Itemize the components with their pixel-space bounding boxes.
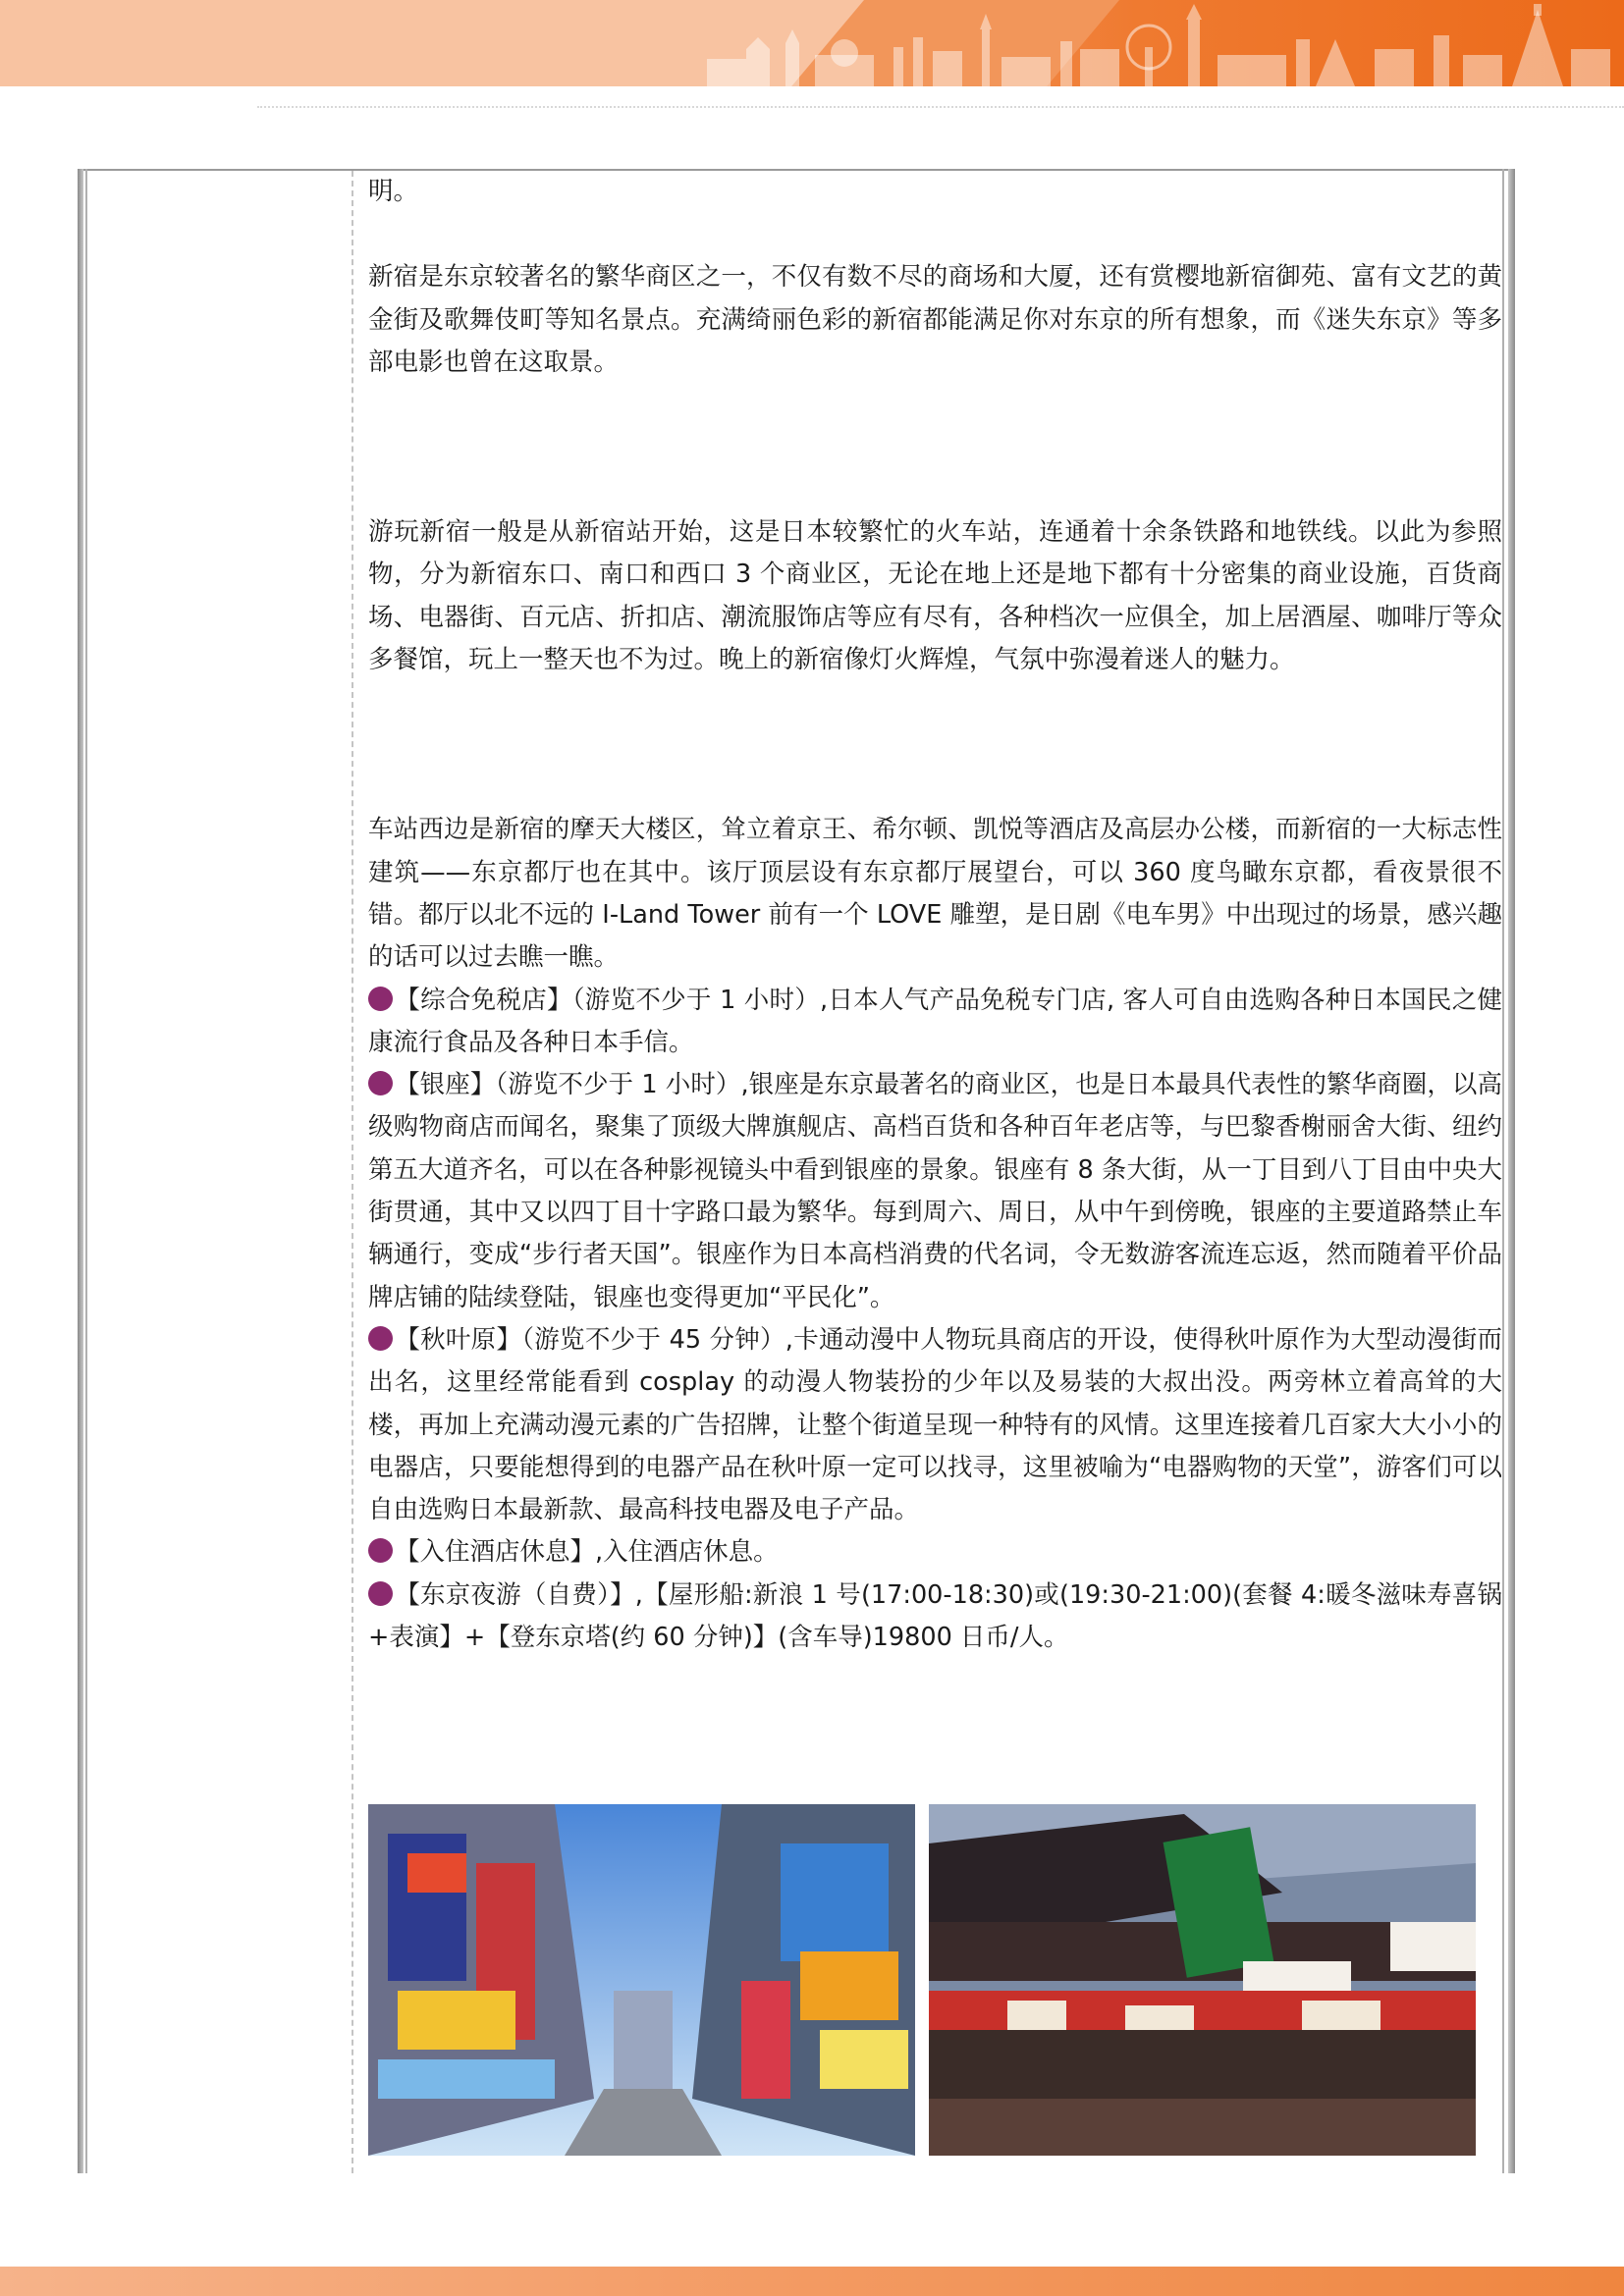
frame-right-border bbox=[1508, 169, 1515, 2173]
paragraph-shinjuku-west: 车站西边是新宿的摩天大楼区，耸立着京王、希尔顿、凯悦等酒店及高层办公楼，而新宿的一大标志性建筑——东京都厅也在其中。该厅顶层设有东京都厅展望台，可以 360 度鸟瞰东京都，看夜景很不错。都厅以北不远的 I-Land Tower 前有一个 LOVE 雕塑，是日剧《电车男》中出现过的场景，感兴趣的话可以过去瞧一瞧。 bbox=[368, 815, 1502, 973]
bullet-item-night-tour bbox=[368, 1575, 1502, 1660]
footer-band bbox=[0, 2267, 1624, 2296]
asakusa-market-photo bbox=[929, 1804, 1476, 2156]
bullet-item-hotel bbox=[368, 1531, 1502, 1574]
bullet-icon bbox=[368, 1538, 393, 1563]
frame-left-border bbox=[78, 169, 83, 2173]
bullet-item-duty-free bbox=[368, 980, 1502, 1065]
bullet-text: 【秋叶原】（游览不少于 45 分钟）,卡通动漫中人物玩具商店的开设，使得秋叶原作为大型动漫街而出名，这里经常能看到 cosplay 的动漫人物装扮的少年以及易装的大叔出没。两旁林立着高耸的大楼，再加上充满动漫元素的广告招牌，让整个街道呈现一种特有的风情。这里连接着几百家大大小小的电器店，只要能想得到的电器产品在秋叶原一定可以找寻，这里被喻为“电器购物的天堂”，游客们可以自由选购日本最新款、最高科技电器及电子产品。 bbox=[368, 1324, 1502, 1525]
bullet-icon bbox=[368, 987, 393, 1011]
bullet-icon bbox=[368, 1581, 393, 1606]
bullet-text: 【综合免税店】（游览不少于 1 小时）,日本人气产品免税专门店, 客人可自由选购各种日本国民之健康流行食品及各种日本手信。 bbox=[368, 985, 1502, 1057]
header-banner bbox=[0, 0, 1624, 86]
frame-right-inner-border bbox=[1502, 169, 1504, 2173]
header-rule bbox=[257, 106, 1624, 108]
akihabara-street-photo bbox=[368, 1804, 915, 2156]
column-divider bbox=[352, 171, 353, 2173]
bullet-icon bbox=[368, 1071, 393, 1095]
paragraph-shinjuku-station: 游玩新宿一般是从新宿站开始，这是日本较繁忙的火车站，连通着十余条铁路和地铁线。以此为参照物，分为新宿东口、南口和西口 3 个商业区，无论在地上还是地下都有十分密集的商业设施，百货商场、电器街、百元店、折扣店、潮流服饰店等应有尽有，各种档次一应俱全，加上居酒屋、咖啡厅等众多餐馆，玩上一整天也不为过。晚上的新宿像灯火辉煌，气氛中弥漫着迷人的魅力。 bbox=[368, 517, 1502, 675]
itinerary-text bbox=[368, 171, 1502, 1659]
bullet-text: 【入住酒店休息】,入住酒店休息。 bbox=[395, 1537, 779, 1568]
bullet-item-ginza bbox=[368, 1064, 1502, 1319]
bullet-text: 【银座】（游览不少于 1 小时）,银座是东京最著名的商业区，也是日本最具代表性的繁华商圈，以高级购物商店而闻名，聚集了顶级大牌旗舰店、高档百货和各种百年老店等，与巴黎香榭丽舍大街、纽约第五大道齐名，可以在各种影视镜头中看到银座的景象。银座有 8 条大街，从一丁目到八丁目由中央大街贯通，其中又以四丁目十字路口最为繁华。每到周六、周日，从中午到傍晚，银座的主要道路禁止车辆通行，变成“步行者天国”。银座作为日本高档消费的代名词，令无数游客流连忘返，然而随着平价品牌店铺的陆续登陆，银座也变得更加“平民化”。 bbox=[368, 1070, 1502, 1312]
bullet-item-akihabara bbox=[368, 1319, 1502, 1531]
bullet-text: 【东京夜游（自费）】,【屋形船:新浪 1 号(17:00-18:30)或(19:30-21:00)(套餐 4:暖冬滋味寿喜锅+表演】+【登东京塔(约 60 分钟)】(含车导)19800 日币/人。 bbox=[368, 1579, 1502, 1653]
paragraph-shinjuku-intro: 新宿是东京较著名的繁华商区之一，不仅有数不尽的商场和大厦，还有赏樱地新宿御苑、富有文艺的黄金街及歌舞伎町等知名景点。充满绮丽色彩的新宿都能满足你对东京的所有想象，而《迷失东京》等多部电影也曾在这取景。 bbox=[368, 262, 1502, 377]
bullet-icon bbox=[368, 1326, 393, 1351]
frame-left-inner-border bbox=[85, 169, 87, 2173]
skyline-icon bbox=[687, 0, 1624, 86]
paragraph-continuation: 明。 bbox=[368, 177, 419, 206]
